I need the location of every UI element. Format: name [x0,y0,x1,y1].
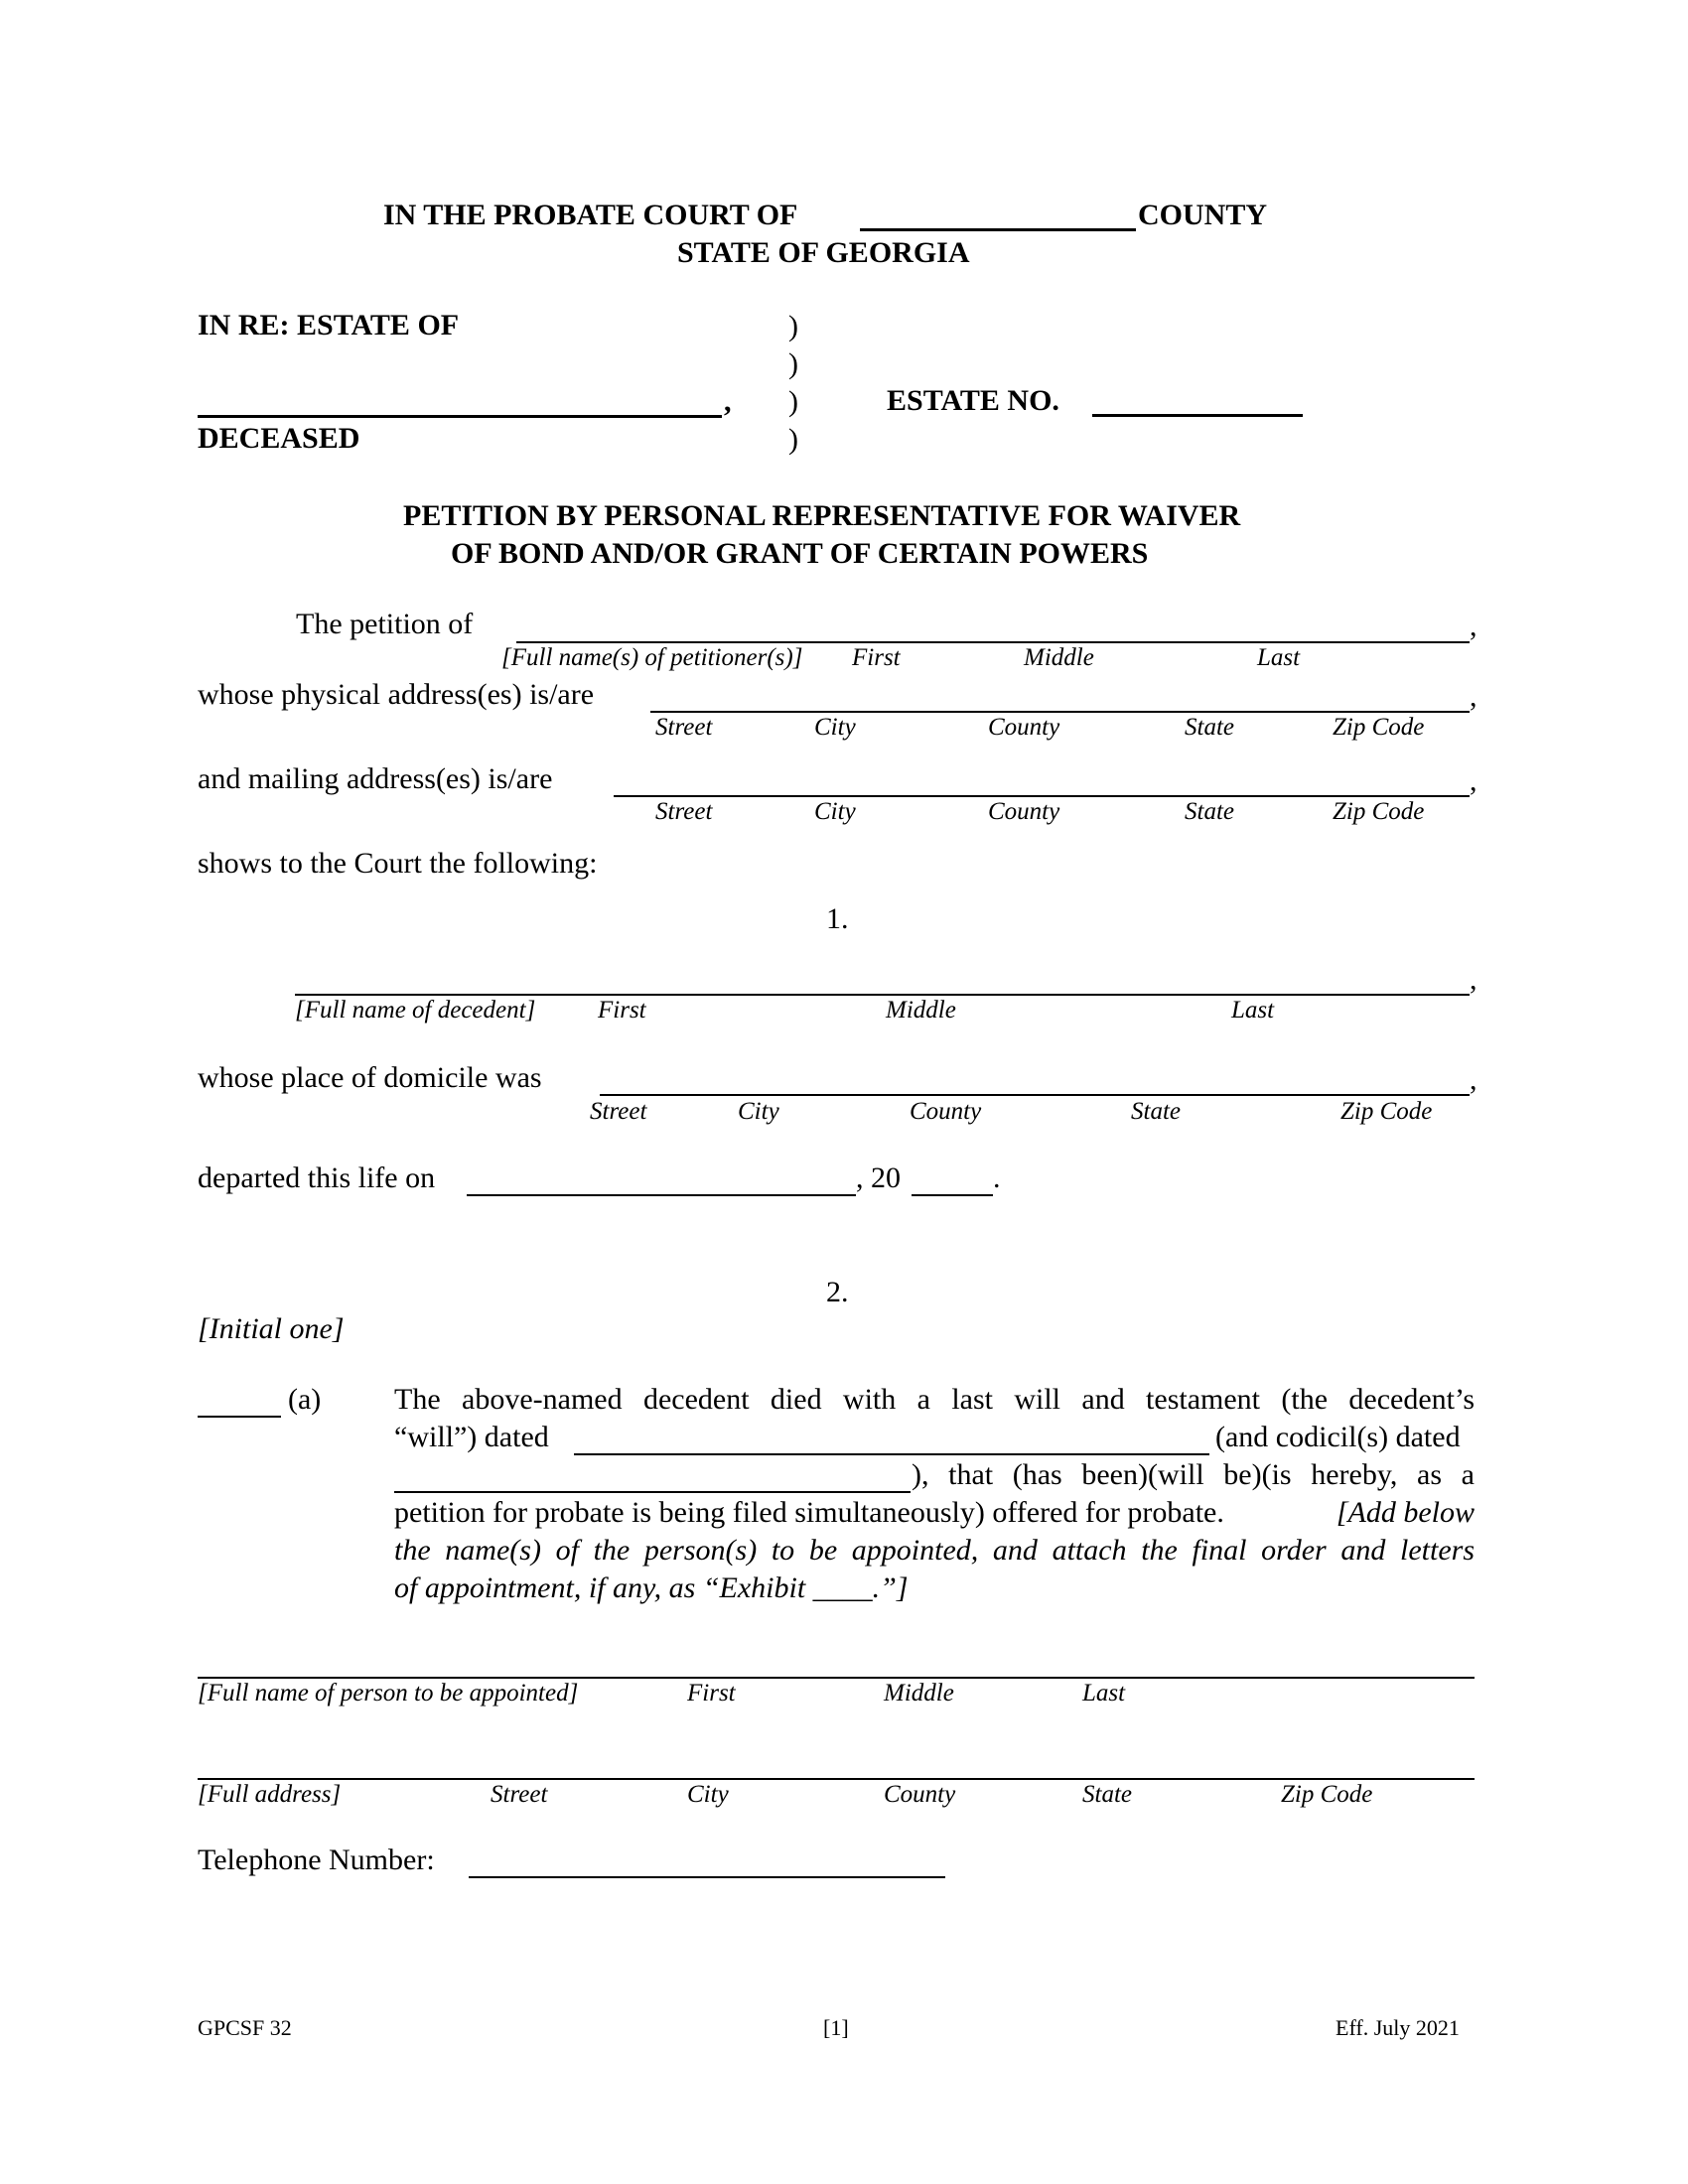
in-re-label: IN RE: ESTATE OF [198,309,460,341]
year-prefix: , 20 [856,1161,901,1194]
petitioner-name-field[interactable] [516,641,1470,643]
option-a-line2-start: “will”) dated [394,1421,549,1453]
telephone-field[interactable] [469,1876,945,1878]
departed-label: departed this life on [198,1161,436,1194]
codicil-date-field[interactable] [394,1491,911,1493]
option-a-line6: of appointment, if any, as “Exhibit ____.”] [394,1571,909,1604]
last-label: Last [1257,644,1301,671]
caption-paren: ) [788,423,798,456]
street-label: Street [655,798,713,825]
option-a-line4-italic: [Add below [1336,1496,1475,1529]
first-label: First [852,644,901,671]
state-line: STATE OF GEORGIA [677,236,970,269]
option-a-line2-end: (and codicil(s) dated [1215,1421,1461,1453]
decedent-name-field[interactable] [198,415,722,418]
zip-label: Zip Code [1333,798,1425,825]
zip-label: Zip Code [1281,1781,1373,1808]
comma: , [1470,680,1477,713]
state-label: State [1131,1098,1181,1125]
court-line-suffix: COUNTY [1138,199,1268,231]
zip-label: Zip Code [1333,714,1425,741]
option-a-line3-end: ), that (has been)(will be)(is hereby, as a [912,1458,1475,1491]
comma: , [1470,610,1477,642]
street-label: Street [655,714,713,741]
street-label: Street [590,1098,647,1125]
street-label: Street [491,1781,548,1808]
first-label: First [598,997,646,1024]
decedent-full-name-field[interactable] [295,994,1470,996]
will-date-field[interactable] [574,1453,1209,1455]
form-id: GPCSF 32 [198,2015,292,2040]
option-a-line1: The above-named decedent died with a last will and testament (the decedent’s [394,1383,1475,1416]
caption-paren: ) [788,385,798,418]
comma: , [1470,963,1477,996]
state-label: State [1185,714,1234,741]
county-label: County [988,798,1060,825]
appointee-name-label: [Full name of person to be appointed] [198,1680,579,1706]
death-date-field[interactable] [467,1194,856,1196]
option-a-line4 [394,1496,1475,1530]
county-label: County [988,714,1060,741]
initial-a-field[interactable] [198,1416,281,1418]
period: . [993,1161,1001,1194]
physical-address-field[interactable] [650,711,1470,713]
city-label: City [814,798,856,825]
mailing-address-field[interactable] [614,795,1470,797]
petition-intro: The petition of [296,608,474,640]
state-label: State [1082,1781,1132,1808]
death-year-field[interactable] [912,1194,993,1196]
city-label: City [738,1098,779,1125]
county-label: County [884,1781,956,1808]
comma: , [1470,764,1477,797]
full-address-label: [Full address] [198,1781,342,1808]
mailing-address-label: and mailing address(es) is/are [198,762,553,795]
estate-no-label: ESTATE NO. [887,384,1059,417]
appointee-address-field[interactable] [198,1778,1475,1780]
domicile-field[interactable] [600,1094,1470,1096]
domicile-label: whose place of domicile was [198,1061,542,1094]
state-label: State [1185,798,1234,825]
deceased-label: DECEASED [198,422,360,455]
effective-date: Eff. July 2021 [1336,2015,1460,2040]
estate-no-field[interactable] [1092,414,1303,417]
court-line-prefix: IN THE PROBATE COURT OF [383,199,798,231]
section-2-number: 2. [826,1276,849,1308]
appointee-name-field[interactable] [198,1677,1475,1679]
title-line2: OF BOND AND/OR GRANT OF CERTAIN POWERS [451,537,1149,570]
title-line1: PETITION BY PERSONAL REPRESENTATIVE FOR WAIVER [403,499,1241,532]
initial-one-instruction: [Initial one] [198,1312,345,1345]
middle-label: Middle [886,997,956,1024]
option-a-label: (a) [288,1383,322,1416]
first-label: First [687,1680,736,1706]
shows-to-court: shows to the Court the following: [198,847,598,880]
comma: , [1470,1063,1477,1096]
telephone-label: Telephone Number: [198,1843,435,1876]
last-label: Last [1082,1680,1126,1706]
caption-paren: ) [788,347,798,380]
county-label: County [910,1098,982,1125]
caption-paren: ) [788,310,798,342]
decedent-name-label: [Full name of decedent] [295,997,536,1024]
section-1-number: 1. [826,902,849,935]
zip-label: Zip Code [1340,1098,1433,1125]
physical-address-label: whose physical address(es) is/are [198,678,595,711]
middle-label: Middle [1024,644,1094,671]
city-label: City [814,714,856,741]
caption-comma: , [724,385,732,418]
last-label: Last [1231,997,1275,1024]
petitioner-name-label: [Full name(s) of petitioner(s)] [501,644,803,671]
page-number: [1] [823,2015,849,2040]
city-label: City [687,1781,729,1808]
option-a-line5: the name(s) of the person(s) to be appointed, and attach the final order and letters [394,1534,1475,1567]
option-a-line4-text: petition for probate is being filed simultaneously) offered for probate. [394,1496,1224,1529]
county-field[interactable] [860,228,1136,231]
middle-label: Middle [884,1680,954,1706]
